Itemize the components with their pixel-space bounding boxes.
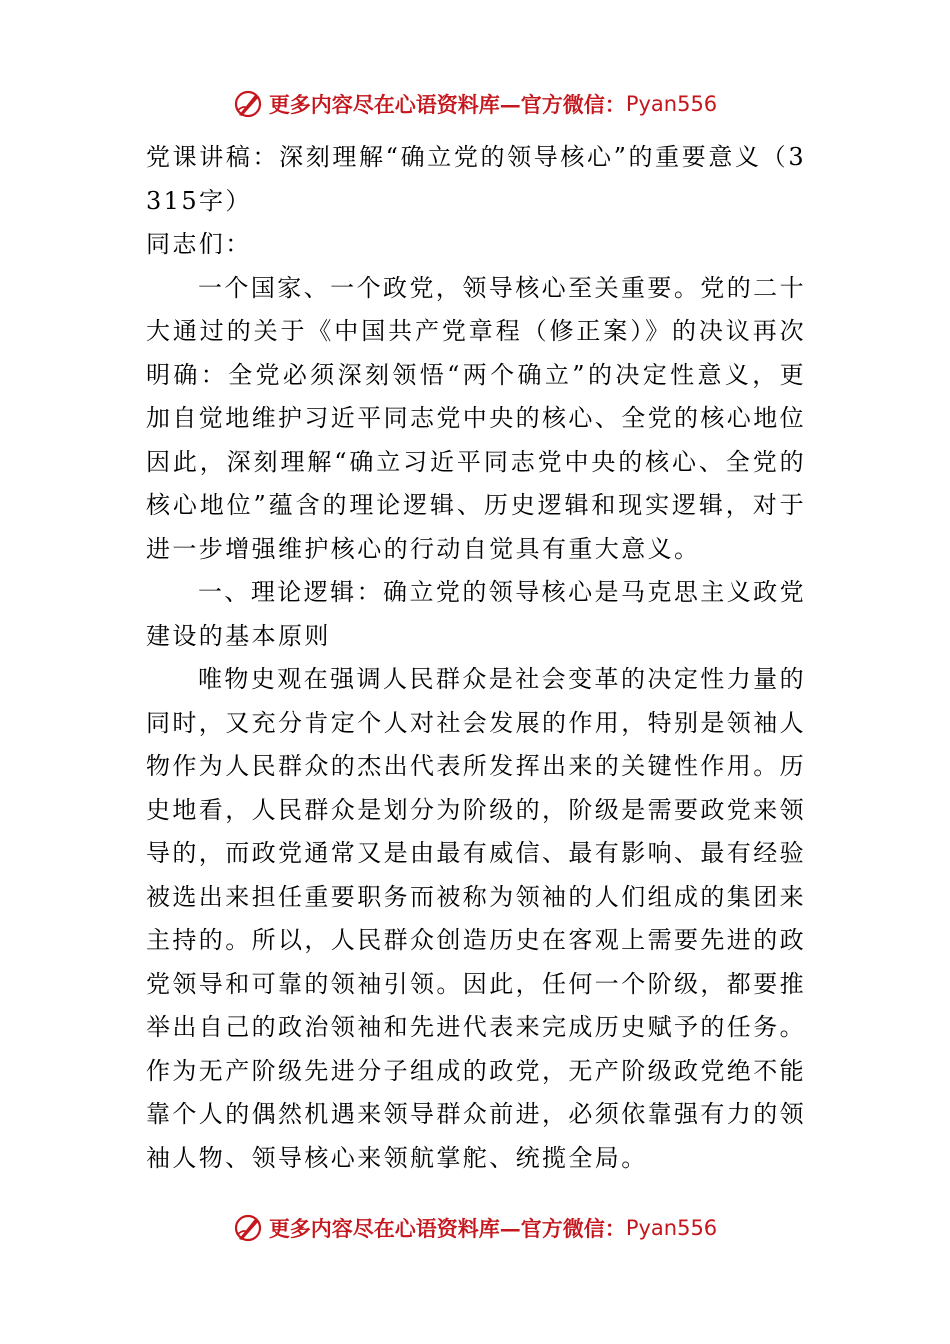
salutation: 同志们： [146,230,252,258]
wechat-id: Pyan556 [625,1216,718,1240]
footer-banner [0,1208,950,1248]
paragraph-intro: 一个国家、一个政党，领导核心至关重要。党的二十大通过的关于《中国共产党章程（修正案）》的决议再次明确：全党必须深刻领悟“两个确立”的决定性意义，更加自觉地维护习近平同志党中央的核心、全党的核心地位因此，深刻理解“确立习近平同志党中央的核心、全党的核心地位”蕴含的理论逻辑、历史逻辑和现实逻辑，对于进一步增强维护核心的行动自觉具有重大意义。 [146,273,806,563]
quill-pen-circle-icon [233,1213,263,1243]
paragraph-body: 唯物史观在强调人民群众是社会变革的决定性力量的同时，又充分肯定个人对社会发展的作用，特别是领袖人物作为人民群众的杰出代表所发挥出来的关键性作用。历史地看，人民群众是划分为阶级的，阶级是需要政党来领导的，而政党通常又是由最有威信、最有影响、最有经验被选出来担任重要职务而被称为领袖的人们组成的集团来主持的。所以，人民群众创造历史在客观上需要先进的政党领导和可靠的领袖引领。因此，任何一个阶级，都要推举出自己的政治领袖和先进代表来完成历史赋予的任务。作为无产阶级先进分子组成的政党，无产阶级政党绝不能靠个人的偶然机遇来领导群众前进，必须依靠强有力的领袖人物、领导核心来领航掌舵、统揽全局。 [146,665,806,1172]
banner-text: 更多内容尽在心语资料库—官方微信： [268,92,626,117]
section-heading: 一、理论逻辑：确立党的领导核心是马克思主义政党建设的基本原则 [146,578,806,650]
quill-pen-circle-icon [233,89,263,119]
header-banner [0,84,950,124]
document-body [146,136,806,1180]
wechat-id: Pyan556 [625,92,718,116]
banner-text: 更多内容尽在心语资料库—官方微信： [268,1216,626,1241]
document-title: 党课讲稿：深刻理解“确立党的领导核心”的重要意义（3315字） [146,143,806,215]
